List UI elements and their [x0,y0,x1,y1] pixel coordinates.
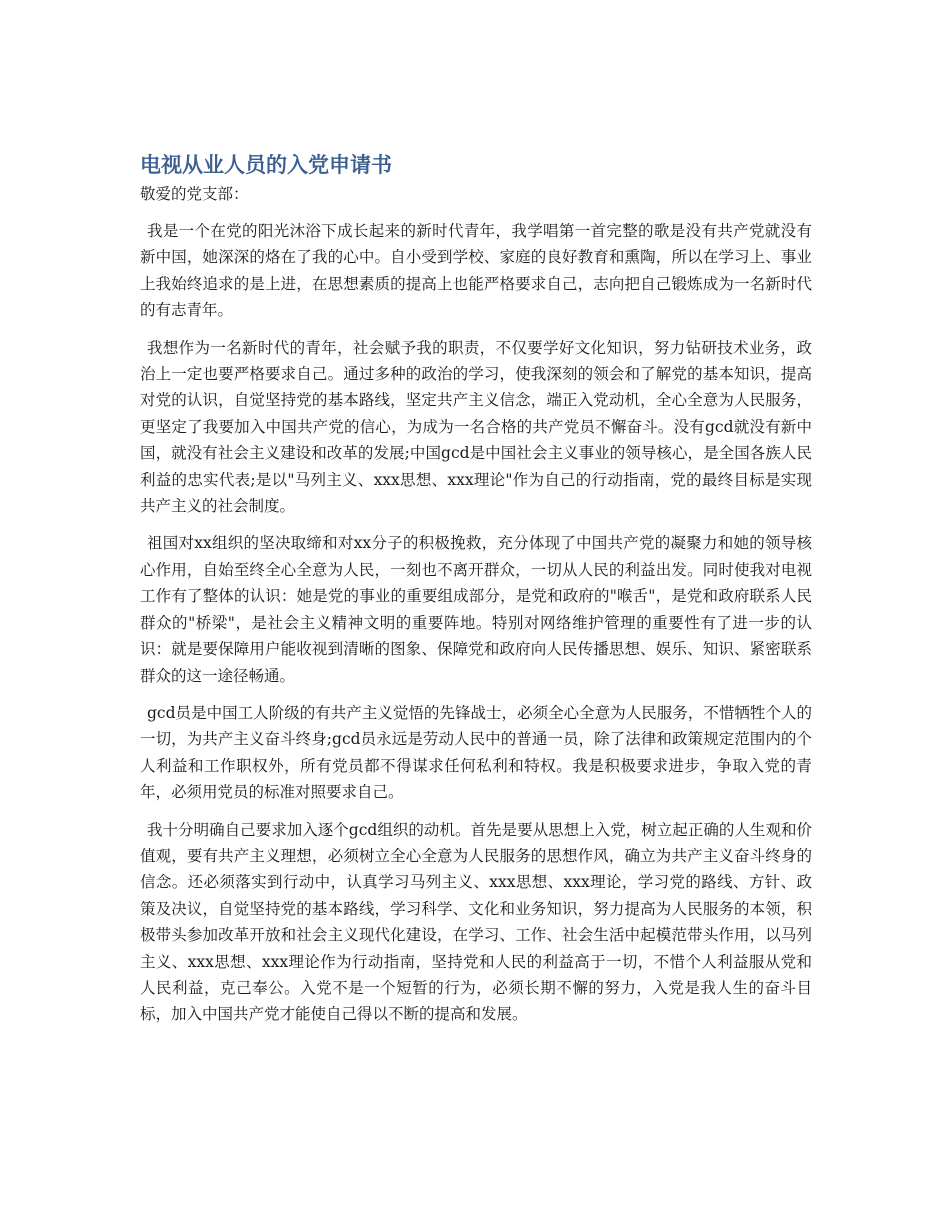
paragraph-4: gcd员是中国工人阶级的有共产主义觉悟的先锋战士，必须全心全意为人民服务，不惜牺牲个人的一切，为共产主义奋斗终身;gcd员永远是劳动人民中的普通一员，除了法律和政策规定范围内的个人利益和工作职权外，所有党员都不得谋求任何私利和特权。我是积极要求进步，争取入党的青年，必须用党员的标准对照要求自己。 [140,703,812,802]
paragraph-5: 我十分明确自己要求加入逐个gcd组织的动机。首先是要从思想上入党，树立起正确的人生观和价值观，要有共产主义理想，必须树立全心全意为人民服务的思想作风，确立为共产主义奋斗终身的信念。还必须落实到行动中，认真学习马列主义、xxx思想、xxx理论，学习党的路线、方针、政策及决议，自觉坚持党的基本路线，学习科学、文化和业务知识，努力提高为人民服务的本领，积极带头参加改革开放和社会主义现代化建设，在学习、工作、社会生活中起模范带头作用，以马列主义、xxx思想、xxx理论作为行动指南，坚持党和人民的利益高于一切，不惜个人利益服从党和人民利益，克己奉公。入党不是一个短暂的行为，必须长期不懈的努力，入党是我人生的奋斗目标，加入中国共产党才能使自己得以不断的提高和发展。 [140,820,812,1024]
document-title: 电视从业人员的入党申请书 [140,153,392,177]
document-body [140,150,812,1039]
salutation: 敬爱的党支部： [140,185,249,203]
paragraph-2: 我想作为一名新时代的青年，社会赋予我的职责，不仅要学好文化知识，努力钻研技术业务，政治上一定也要严格要求自己。通过多种的政治的学习，使我深刻的领会和了解党的基本知识，提高对党的认识，自觉坚持党的基本路线，坚定共产主义信念，端正入党动机，全心全意为人民服务，更坚定了我要加入中国共产党的信心，为成为一名合格的共产党员不懈奋斗。没有gcd就没有新中国，就没有社会主义建设和改革的发展;中国gcd是中国社会主义事业的领导核心，是全国各族人民利益的忠实代表;是以"马列主义、xxx思想、xxx理论"作为自己的行动指南，党的最终目标是实现共产主义的社会制度。 [140,338,812,516]
paragraph-1: 我是一个在党的阳光沐浴下成长起来的新时代青年，我学唱第一首完整的歌是没有共产党就没有新中国，她深深的烙在了我的心中。自小受到学校、家庭的良好教育和熏陶，所以在学习上、事业上我始终追求的是上进，在思想素质的提高上也能严格要求自己，志向把自己锻炼成为一名新时代的有志青年。 [140,222,812,320]
paragraph-3: 祖国对xx组织的坚决取缔和对xx分子的积极挽救，充分体现了中国共产党的凝聚力和她的领导核心作用，自始至终全心全意为人民，一刻也不离开群众，一切从人民的利益出发。同时使我对电视工作有了整体的认识：她是党的事业的重要组成部分，是党和政府的"喉舌"，是党和政府联系人民群众的"桥梁"，是社会主义精神文明的重要阵地。特别对网络维护管理的重要性有了进一步的认识：就是要保障用户能收视到清晰的图象、保障党和政府向人民传播思想、娱乐、知识、紧密联系群众的这一途径畅通。 [140,534,812,685]
